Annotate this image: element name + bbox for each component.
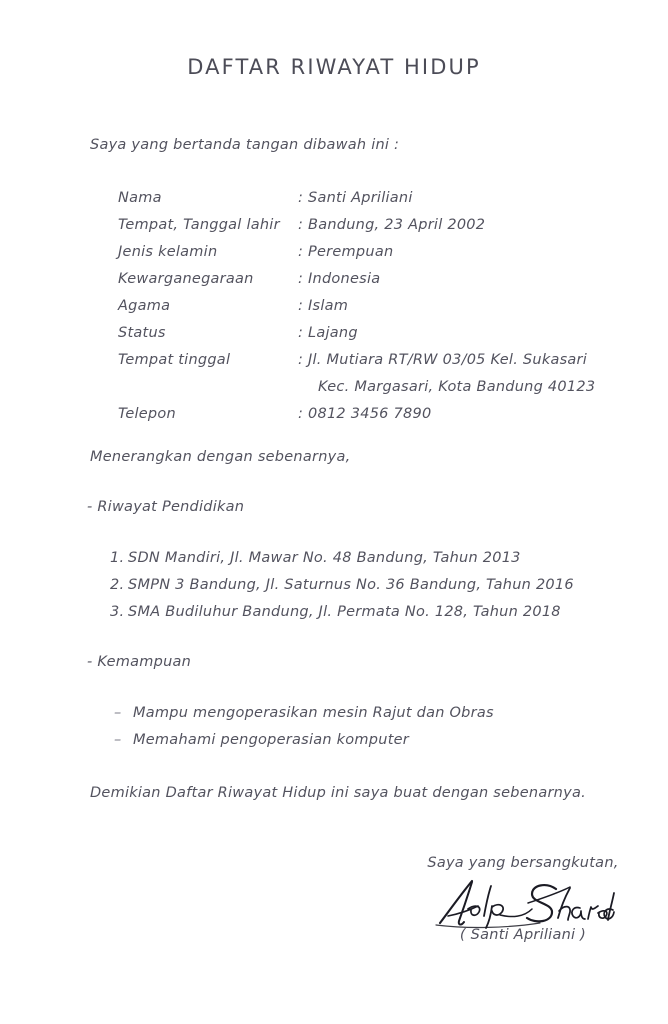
dash-bullet-icon: – [114, 705, 122, 721]
identity-colon: : [298, 271, 304, 287]
identity-colon: : [298, 352, 304, 368]
section-heading-education: - Riwayat Pendidikan [87, 499, 245, 515]
list-item [110, 604, 630, 631]
identity-value: Jl. Mutiara RT/RW 03/05 Kel. Sukasari [308, 352, 588, 368]
identity-label: Jenis kelamin [118, 244, 218, 260]
identity-value: Bandung, 23 April 2002 [308, 217, 486, 233]
identity-label: Status [118, 325, 166, 341]
table-row [118, 325, 638, 352]
identity-colon: : [298, 298, 304, 314]
list-item-number: 2. [110, 577, 125, 593]
identity-label: Agama [118, 298, 171, 314]
page-title: DAFTAR RIWAYAT HIDUP [187, 55, 481, 79]
education-list [110, 550, 630, 631]
list-item [114, 732, 634, 759]
identity-value-line-2: Kec. Margasari, Kota Bandung 40123 [318, 379, 596, 395]
list-item-label: SDN Mandiri, Jl. Mawar No. 48 Bandung, Tahun 2013 [128, 550, 521, 566]
table-row [118, 352, 638, 406]
table-row [118, 244, 638, 271]
list-item [110, 550, 630, 577]
skills-list [114, 705, 634, 759]
identity-label: Nama [118, 190, 162, 206]
identity-colon: : [298, 325, 304, 341]
identity-colon: : [298, 217, 304, 233]
dash-bullet-icon: – [114, 732, 122, 748]
identity-value: Santi Apriliani [308, 190, 413, 206]
identity-table [118, 190, 638, 433]
identity-value: 0812 3456 7890 [308, 406, 432, 422]
closing-sentence: Demikian Daftar Riwayat Hidup ini saya buat dengan sebenarnya. [90, 785, 586, 801]
identity-label: Tempat tinggal [118, 352, 231, 368]
identity-label: Tempat, Tanggal lahir [118, 217, 280, 233]
table-row [118, 406, 638, 433]
identity-value: Indonesia [308, 271, 381, 287]
table-row [118, 217, 638, 244]
identity-colon: : [298, 406, 304, 422]
list-item [110, 577, 630, 604]
identity-value: Islam [308, 298, 349, 314]
intro-sentence: Saya yang bertanda tangan dibawah ini : [90, 137, 400, 153]
table-row [118, 298, 638, 325]
signature-name: ( Santi Apriliani ) [459, 927, 587, 943]
list-item-number: 1. [110, 550, 125, 566]
list-item-label: Memahami pengoperasian komputer [133, 732, 410, 748]
identity-value: Lajang [308, 325, 358, 341]
list-item-label: SMA Budiluhur Bandung, Jl. Permata No. 128, Tahun 2018 [128, 604, 561, 620]
table-row [118, 190, 638, 217]
identity-colon: : [298, 190, 304, 206]
declaration-sentence: Menerangkan dengan sebenarnya, [90, 449, 351, 465]
identity-value: Perempuan [308, 244, 394, 260]
table-row [118, 271, 638, 298]
signature-caption: Saya yang bersangkutan, [427, 855, 619, 871]
list-item [114, 705, 634, 732]
identity-label: Telepon [118, 406, 176, 422]
signature-block [408, 855, 638, 943]
section-heading-skills: - Kemampuan [87, 654, 192, 670]
list-item-number: 3. [110, 604, 125, 620]
list-item-label: SMPN 3 Bandung, Jl. Saturnus No. 36 Bandung, Tahun 2016 [128, 577, 574, 593]
list-item-label: Mampu mengoperasikan mesin Rajut dan Obras [133, 705, 494, 721]
identity-label: Kewarganegaraan [118, 271, 254, 287]
handwritten-signature-icon [408, 873, 638, 929]
identity-colon: : [298, 244, 304, 260]
